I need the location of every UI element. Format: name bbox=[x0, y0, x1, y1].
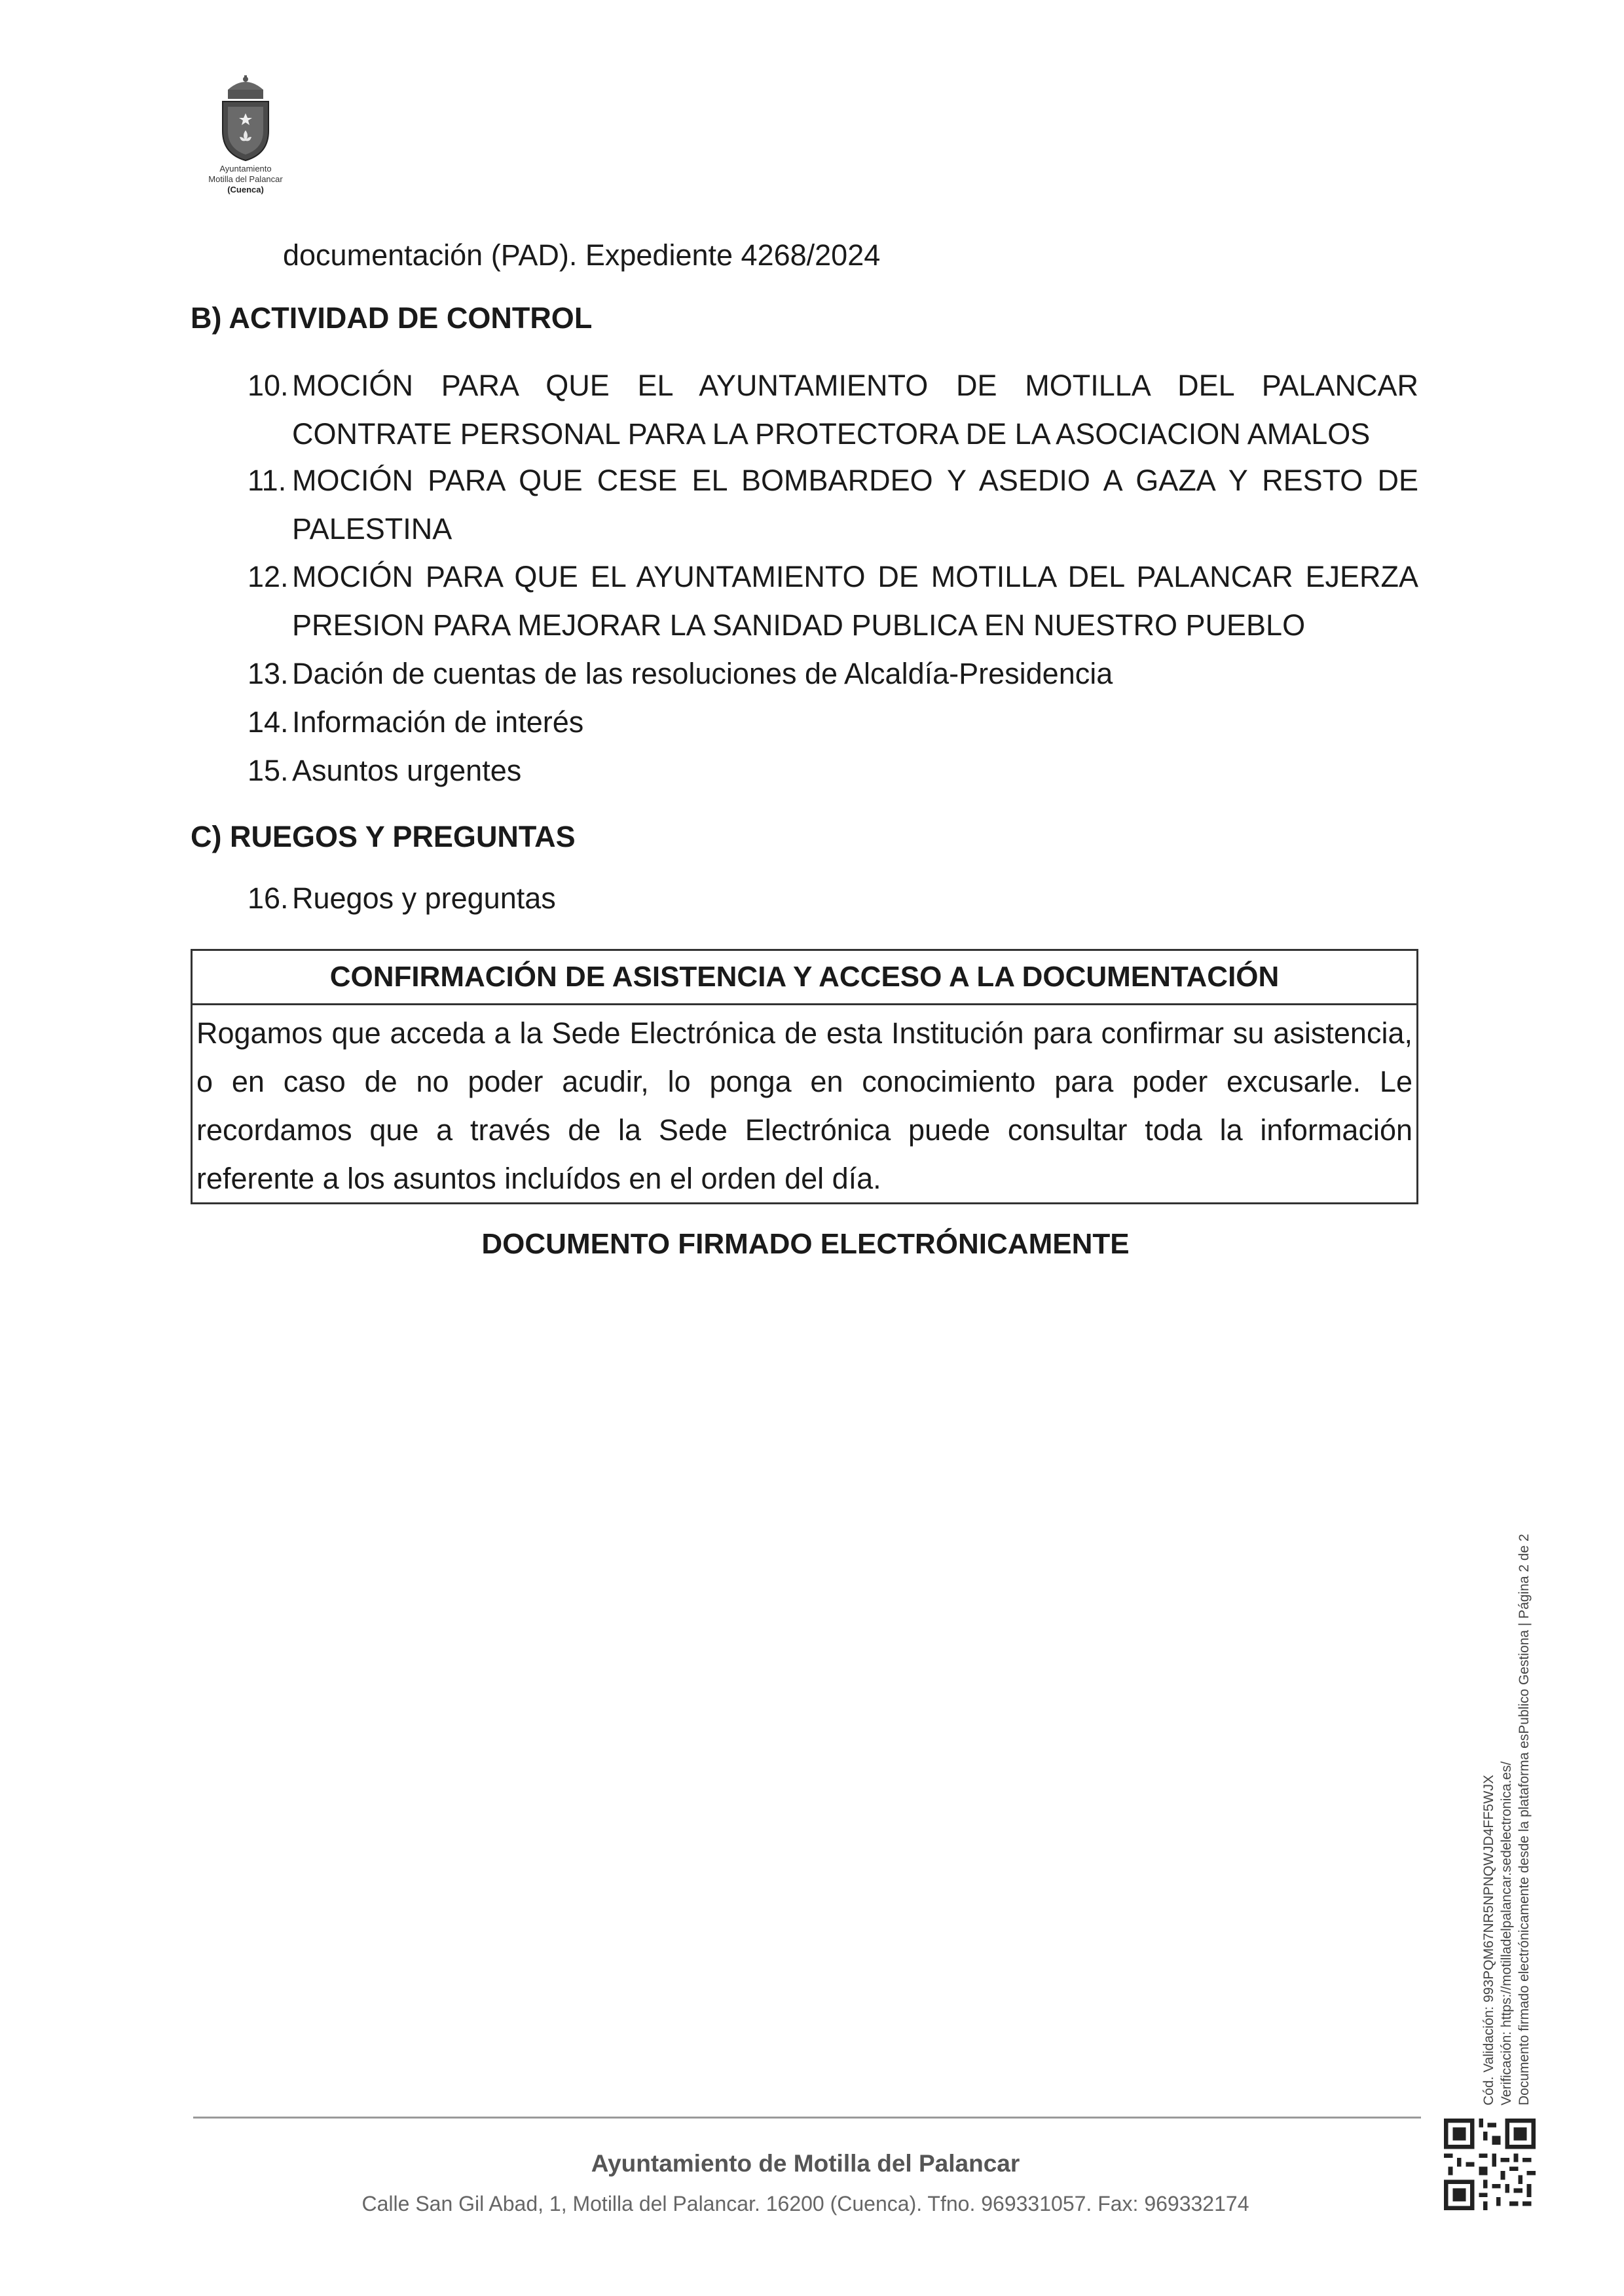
item-number: 14. bbox=[248, 705, 289, 739]
validation-code: Cód. Validación: 993PQM67NR5NPNQWJD4FF5WJX bbox=[1481, 1775, 1496, 2105]
item-number: 16. bbox=[248, 881, 289, 915]
item-text: Dación de cuentas de las resoluciones de Alcaldía-Presidencia bbox=[292, 657, 1113, 690]
item-text: Información de interés bbox=[292, 705, 584, 739]
item-text-line1: MOCIÓN PARA QUE CESE EL BOMBARDEO Y ASEDIO A GAZA Y RESTO DE bbox=[292, 464, 1418, 497]
agenda-item-10 bbox=[248, 361, 1418, 458]
verification-url: Verificación: https://motilladelpalancar.sedelectronica.es/ bbox=[1499, 1761, 1514, 2105]
item-number: 13. bbox=[248, 657, 289, 690]
agenda-item-11 bbox=[248, 456, 1418, 553]
signed-notice: DOCUMENTO FIRMADO ELECTRÓNICAMENTE bbox=[481, 1228, 1130, 1260]
item-text-line2: PALESTINA bbox=[292, 512, 452, 546]
item-text: Ruegos y preguntas bbox=[292, 881, 556, 915]
agenda-item-14 bbox=[248, 698, 1418, 747]
logo-caption-2: Motilla del Palancar bbox=[208, 174, 283, 184]
item-text-line1: MOCIÓN PARA QUE EL AYUNTAMIENTO DE MOTILLA DEL PALANCAR bbox=[292, 369, 1418, 402]
footer-address: Calle San Gil Abad, 1, Motilla del Palancar. 16200 (Cuenca). Tfno. 969331057. Fax: 969332174 bbox=[361, 2192, 1249, 2215]
platform-notice: Documento firmado electrónicamente desde la plataforma esPublico Gestiona | Página 2 de 2 bbox=[1517, 1534, 1532, 2105]
confirmation-title: CONFIRMACIÓN DE ASISTENCIA Y ACCESO A LA DOCUMENTACIÓN bbox=[193, 951, 1416, 1005]
qr-code-icon bbox=[1444, 2119, 1536, 2210]
footer-organization: Ayuntamiento de Motilla del Palancar bbox=[591, 2150, 1020, 2177]
logo-caption-1: Ayuntamiento bbox=[219, 164, 272, 174]
item-text: Asuntos urgentes bbox=[292, 754, 522, 787]
footer-divider bbox=[193, 2117, 1421, 2119]
item-number: 12. bbox=[248, 560, 289, 593]
item-number: 11. bbox=[248, 464, 287, 497]
continued-line: documentación (PAD). Expediente 4268/2024 bbox=[283, 238, 881, 272]
agenda-item-12 bbox=[248, 553, 1418, 650]
agenda-item-16 bbox=[248, 874, 1418, 923]
coat-of-arms-icon bbox=[216, 75, 275, 164]
verification-block bbox=[1480, 1385, 1533, 2105]
section-b-heading: B) ACTIVIDAD DE CONTROL bbox=[191, 301, 593, 335]
item-text-line2: PRESION PARA MEJORAR LA SANIDAD PUBLICA EN NUESTRO PUEBLO bbox=[292, 608, 1306, 642]
agenda-item-15 bbox=[248, 747, 1418, 795]
item-number: 15. bbox=[248, 754, 289, 787]
section-c-heading: C) RUEGOS Y PREGUNTAS bbox=[191, 820, 576, 853]
item-text-line2: CONTRATE PERSONAL PARA LA PROTECTORA DE LA ASOCIACION AMALOS bbox=[292, 417, 1371, 451]
item-number: 10. bbox=[248, 369, 289, 402]
logo-caption-3: (Cuenca) bbox=[227, 185, 264, 194]
item-text-line1: MOCIÓN PARA QUE EL AYUNTAMIENTO DE MOTILLA DEL PALANCAR EJERZA bbox=[292, 560, 1418, 593]
municipal-logo bbox=[190, 75, 301, 195]
confirmation-text: Rogamos que acceda a la Sede Electrónica de esta Institución para confirmar su asistencia, o en caso de no poder acudir, lo ponga en conocimiento para poder excusarle. Le recordamos que a través de la Sede Electrónica puede consultar toda la información referente a los asuntos incluídos en el orden del día. bbox=[196, 1016, 1412, 1195]
agenda-item-13 bbox=[248, 650, 1418, 698]
confirmation-box bbox=[191, 949, 1418, 1204]
